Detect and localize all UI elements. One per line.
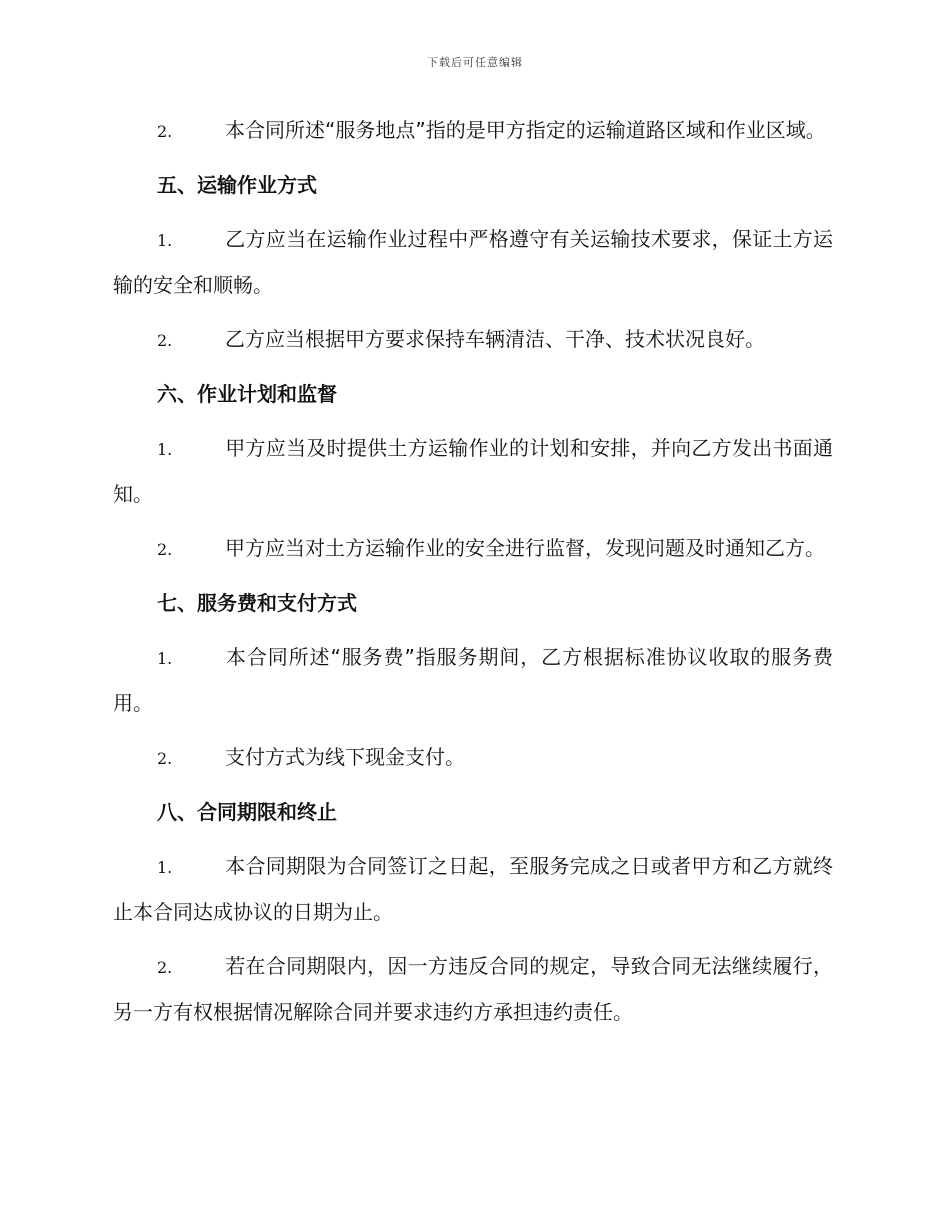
clause-7-2 bbox=[113, 735, 833, 781]
clause-4-2 bbox=[113, 108, 833, 154]
clause-text: 若在合同期限内，因一方违反合同的规定，导致合同无法继续履行，另一方有权根据情况解除合同并要求违约方承担违约责任。 bbox=[113, 954, 833, 1024]
clause-8-1 bbox=[113, 844, 833, 935]
header-note: 下载后可任意编辑 bbox=[427, 56, 523, 69]
section-heading-5: 五、运输作业方式 bbox=[157, 173, 317, 197]
clause-text: 本合同所述“服务费”指服务期间，乙方根据标准协议收取的服务费用。 bbox=[113, 645, 833, 715]
clause-8-2 bbox=[113, 944, 833, 1035]
clause-text: 乙方应当根据甲方要求保持车辆清洁、干净、技术状况良好。 bbox=[225, 327, 765, 351]
clause-5-1 bbox=[113, 217, 833, 308]
clause-6-1 bbox=[113, 426, 833, 517]
clause-number: 2. bbox=[157, 540, 173, 559]
contract-body bbox=[113, 108, 833, 1044]
clause-7-1 bbox=[113, 635, 833, 726]
clause-text: 甲方应当对土方运输作业的安全进行监督，发现问题及时通知乙方。 bbox=[225, 536, 825, 560]
clause-number: 2. bbox=[157, 122, 173, 141]
section-heading-8: 八、合同期限和终止 bbox=[157, 800, 337, 824]
clause-number: 1. bbox=[157, 858, 173, 877]
clause-text: 本合同所述“服务地点”指的是甲方指定的运输道路区域和作业区域。 bbox=[225, 118, 826, 142]
clause-text: 支付方式为线下现金支付。 bbox=[225, 745, 465, 769]
clause-number: 2. bbox=[157, 331, 173, 350]
section-heading-7: 七、服务费和支付方式 bbox=[157, 591, 357, 615]
clause-number: 1. bbox=[157, 649, 173, 668]
clause-text: 甲方应当及时提供土方运输作业的计划和安排，并向乙方发出书面通知。 bbox=[113, 436, 833, 506]
clause-number: 1. bbox=[157, 231, 173, 250]
clause-5-2 bbox=[113, 317, 833, 363]
clause-6-2 bbox=[113, 526, 833, 572]
clause-text: 本合同期限为合同签订之日起，至服务完成之日或者甲方和乙方就终止本合同达成协议的日期为止。 bbox=[113, 854, 833, 924]
clause-number: 1. bbox=[157, 440, 173, 459]
section-heading-6: 六、作业计划和监督 bbox=[157, 382, 337, 406]
clause-text: 乙方应当在运输作业过程中严格遵守有关运输技术要求，保证土方运输的安全和顺畅。 bbox=[113, 227, 833, 297]
clause-number: 2. bbox=[157, 958, 173, 977]
clause-number: 2. bbox=[157, 749, 173, 768]
